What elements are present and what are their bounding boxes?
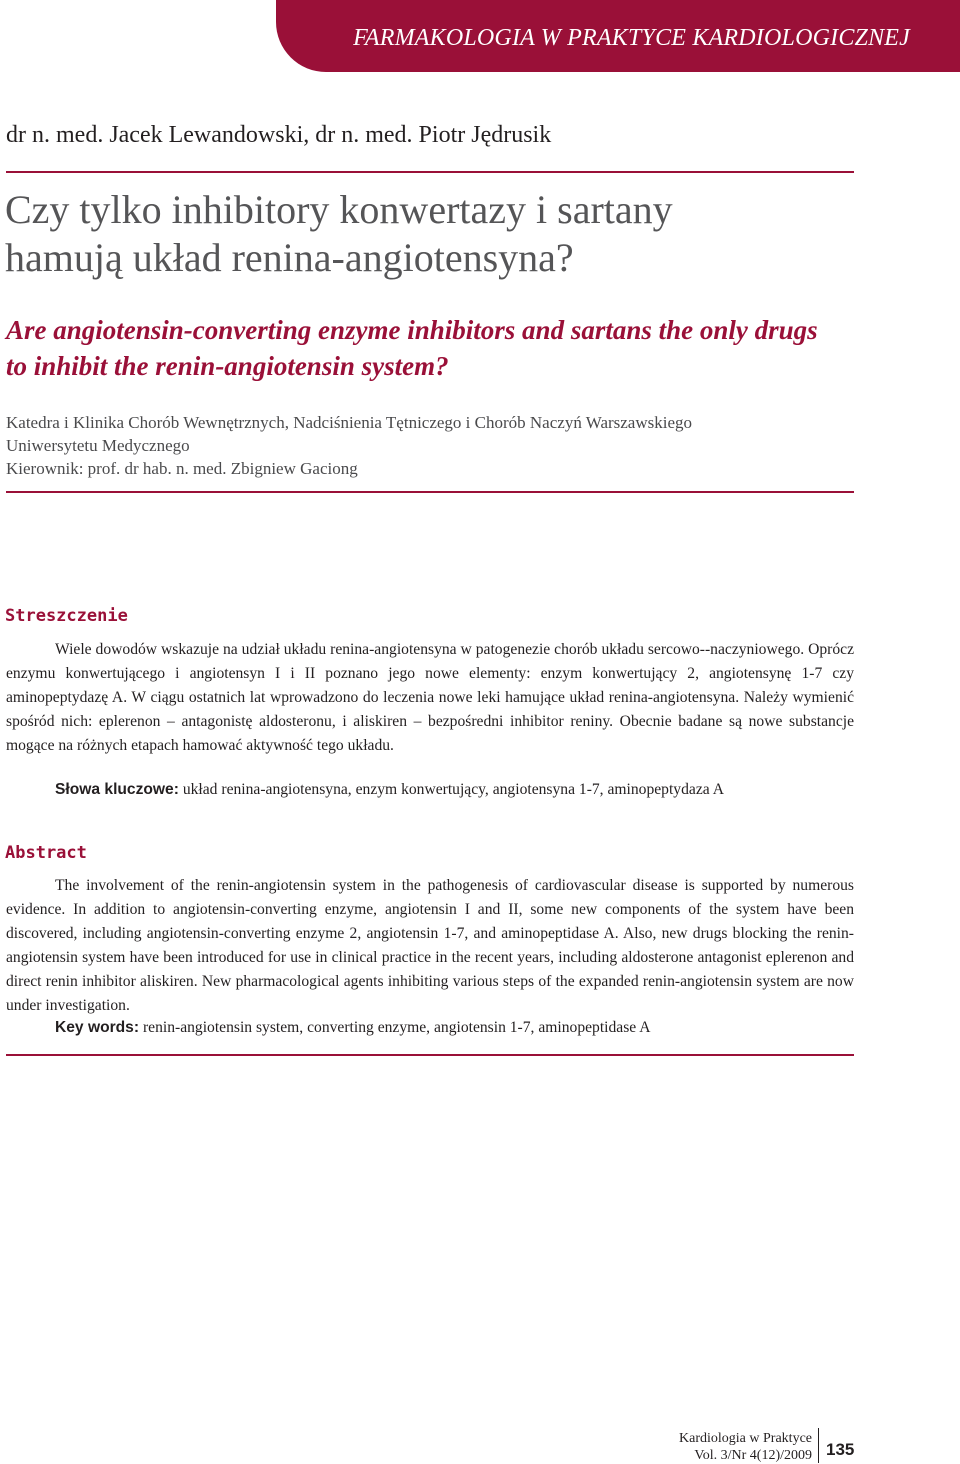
title-polish-line-2: hamują układ renina-angiotensyna?: [5, 235, 574, 280]
divider: [6, 1054, 854, 1056]
affiliation-line-2: Uniwersytetu Medycznego: [6, 436, 190, 455]
keywords-polish-values: układ renina-angiotensyna, enzym konwertujący, angiotensyna 1-7, aminopeptydaza A: [182, 781, 724, 798]
head-of-department: Kierownik: prof. dr hab. n. med. Zbigniew Gaciong: [6, 459, 358, 478]
keywords-polish-label: Słowa kluczowe:: [55, 781, 179, 798]
section-title: FARMAKOLOGIA W PRAKTYCE KARDIOLOGICZNEJ: [353, 25, 910, 51]
abstract-heading: Abstract: [5, 843, 87, 863]
journal-footer: [640, 1430, 812, 1464]
streszczenie-body: Wiele dowodów wskazuje na udział układu renina-angiotensyna w patogenezie chorób układu sercowo--naczyniowego. Oprócz enzymu konwertującego i angiotensyn I i II poznano jego nowe elementy: enzym konwertujący 2, angiotensynę 1-7 czy aminopeptydazę A. W ciągu ostatnich lat wprowadzono do leczenia nowe leki hamujące układ renina-angiotensyna. Należy wymienić spośród nich: eplerenon – antagonistę aldosteronu, i aliskiren – bezpośredni inhibitor reniny. Obecnie badane są nowe substancje mogące na różnych etapach hamować aktywność tego układu.: [6, 641, 854, 754]
title-english-line-2: to inhibit the renin-angiotensin system?: [6, 351, 449, 381]
footer-divider: [818, 1428, 819, 1463]
title-english-line-1: Are angiotensin-converting enzyme inhibitors and sartans the only drugs: [6, 315, 818, 345]
divider: [6, 491, 854, 493]
title-polish: [5, 186, 905, 282]
keywords-polish: [55, 778, 865, 802]
affiliation-line-1: Katedra i Klinika Chorób Wewnętrznych, Nadciśnienia Tętniczego i Chorób Naczyń Warszawskiego: [6, 413, 693, 432]
affiliation: [6, 411, 886, 480]
journal-issue: Vol. 3/Nr 4(12)/2009: [694, 1448, 812, 1463]
keywords-english-label: Key words:: [55, 1019, 140, 1036]
page-number: 135: [826, 1440, 855, 1459]
abstract-text: [6, 874, 854, 1018]
title-english: [6, 312, 906, 384]
authors: dr n. med. Jacek Lewandowski, dr n. med. Piotr Jędrusik: [6, 122, 552, 148]
title-polish-line-1: Czy tylko inhibitory konwertazy i sartany: [5, 187, 673, 232]
divider: [6, 171, 854, 173]
streszczenie-heading: Streszczenie: [5, 606, 128, 626]
keywords-english: [55, 1016, 865, 1040]
section-banner: [276, 0, 960, 72]
abstract-body: The involvement of the renin-angiotensin system in the pathogenesis of cardiovascular disease is supported by numerous evidence. In addition to angiotensin-converting enzyme, angiotensin I and II, some new components of the system have been discovered, including angiotensin-converting enzyme 2, angiotensin 1-7, and aminopeptidase A. Also, new drugs blocking the renin-angiotensin system have been introduced for use in clinical practice in the recent years, including aldosterone antagonist eplerenon and direct renin inhibitor aliskiren. New pharmacological agents inhibiting various steps of the expanded renin-angiotensin system are now under investigation.: [6, 877, 854, 1014]
streszczenie-text: [6, 638, 854, 758]
keywords-english-values: renin-angiotensin system, converting enzyme, angiotensin 1-7, aminopeptidase A: [142, 1019, 651, 1036]
journal-name: Kardiologia w Praktyce: [679, 1431, 812, 1446]
